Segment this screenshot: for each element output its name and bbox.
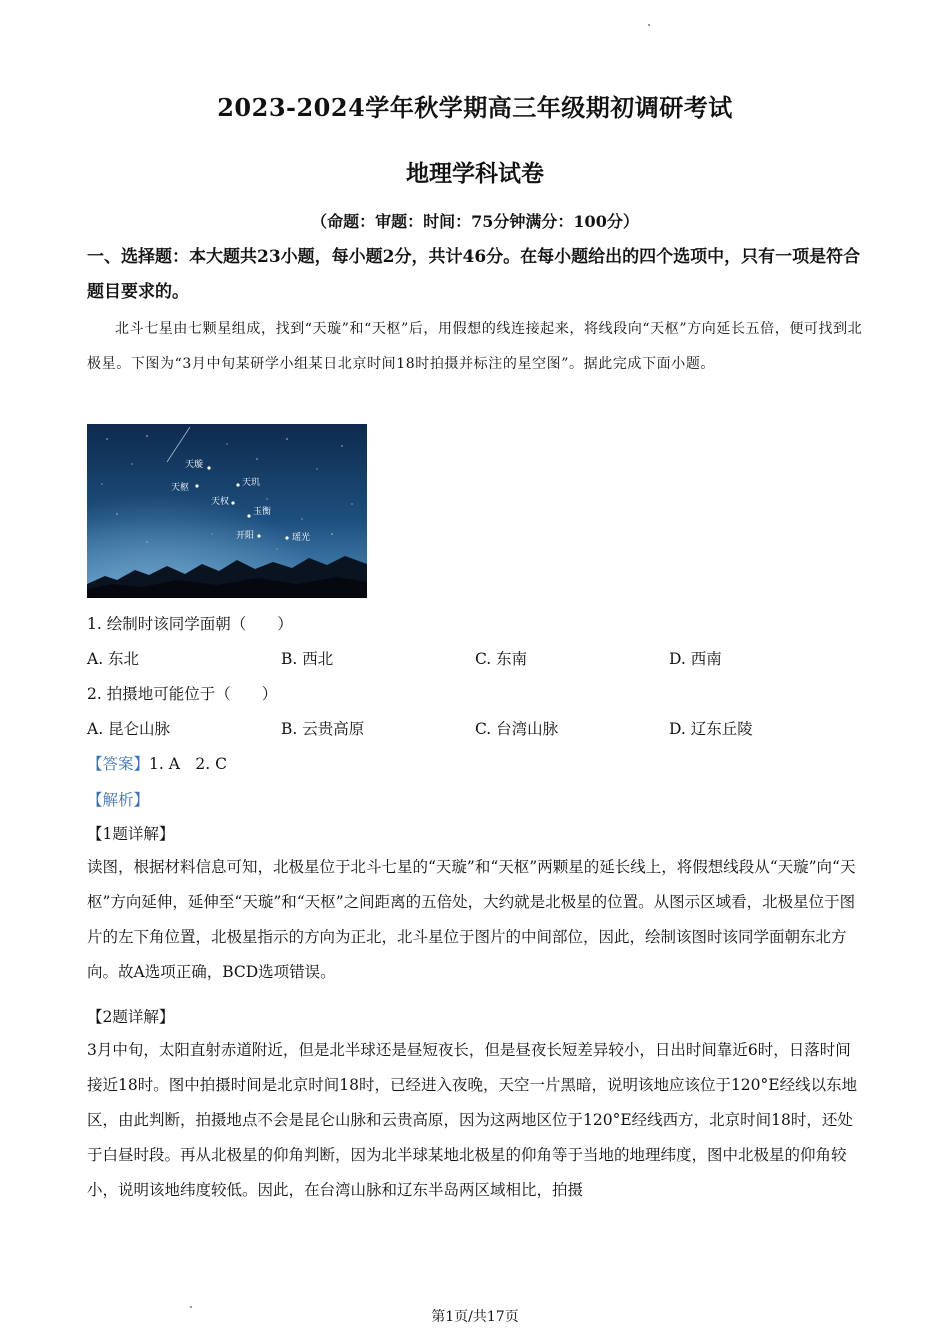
exam-subtitle: 地理学科试卷 <box>406 160 544 187</box>
question-2-option-a: A. 昆仑山脉 <box>87 720 171 738</box>
detail-2-text: 3月中旬，太阳直射赤道附近，但是北半球还是昼短夜长，但是昼夜长短差异较小，日出时间靠近6时，日落时间接近18时。图中拍摄时间是北京时间18时，已经进入夜晚，天空一片黑暗，说明该地应该位于120°E经线以东地区，由此判断，拍摄地点不会是昆仑山脉和云贵高原，因为这两地区位于120°E经线西方，北京时间18时，还处于白昼时段。再从北极星的仰角判断，因为北半球某地北极星的仰角等于当地的地理纬度，图中北极星的仰角较小，说明该地纬度较低。因此，在台湾山脉和辽东半岛两区域相比，拍摄 <box>87 1041 858 1199</box>
question-2-option-b: B. 云贵高原 <box>281 720 365 738</box>
star-label: 瑶光 <box>292 532 311 542</box>
answer-text: 1. A 2. C <box>149 755 228 773</box>
star-label: 玉衡 <box>253 506 272 516</box>
question-1-option-c: C. 东南 <box>475 650 528 668</box>
page-footer: 第1页/共17页 <box>431 1309 519 1325</box>
question-2-stem: 2. 拍摄地可能位于（ ） <box>87 685 278 703</box>
detail-1-heading: 【1题详解】 <box>87 825 175 843</box>
star-label: 天玑 <box>242 477 261 487</box>
question-1-option-a: A. 东北 <box>87 650 140 668</box>
star-label: 天璇 <box>185 459 204 469</box>
analysis-tag: 【解析】 <box>87 791 150 809</box>
question-1-option-b: B. 西北 <box>281 650 334 668</box>
answer-line <box>87 752 227 774</box>
star-label: 天枢 <box>171 482 190 492</box>
exam-title: 2023-2024学年秋学期高三年级期初调研考试 <box>217 93 733 122</box>
detail-1-text: 读图，根据材料信息可知，北极星位于北斗七星的“天璇”和“天枢”两颗星的延长线上，将假想线段从“天璇”向“天枢”方向延伸，延伸至“天璇”和“天枢”之间距离的五倍处，大约就是北极星的位置。从图示区域看，北极星位于图片的左下角位置，北极星指示的方向为正北，北斗星位于图片的中间部位，因此，绘制该图时该同学面朝东北方向。故A选项正确，BCD选项错误。 <box>87 858 856 981</box>
question-1-option-d: D. 西南 <box>669 650 722 668</box>
question-1-stem: 1. 绘制时该同学面朝（ ） <box>87 615 293 633</box>
question-2-option-c: C. 台湾山脉 <box>475 720 559 738</box>
star-label: 天权 <box>211 496 230 506</box>
detail-2-heading: 【2题详解】 <box>87 1008 175 1026</box>
exam-meta: （命题：审题：时间：75分钟满分：100分） <box>311 212 639 231</box>
question-passage: 北斗七星由七颗星组成，找到“天璇”和“天枢”后，用假想的线连接起来，将线段向“天枢”方向延长五倍，便可找到北极星。下图为“3月中旬某研学小组某日北京时间18时拍摄并标注的星空图”。据此完成下面小题。 <box>87 321 863 372</box>
star-label: 开阳 <box>236 530 255 540</box>
question-2-option-d: D. 辽东丘陵 <box>669 720 753 738</box>
page-mark <box>648 24 650 26</box>
answer-tag: 【答案】 <box>87 755 150 773</box>
star-map-figure <box>87 424 367 598</box>
section-heading: 一、选择题：本大题共23小题，每小题2分，共计46分。在每小题给出的四个选项中，只有一项是符合题目要求的。 <box>87 247 861 302</box>
